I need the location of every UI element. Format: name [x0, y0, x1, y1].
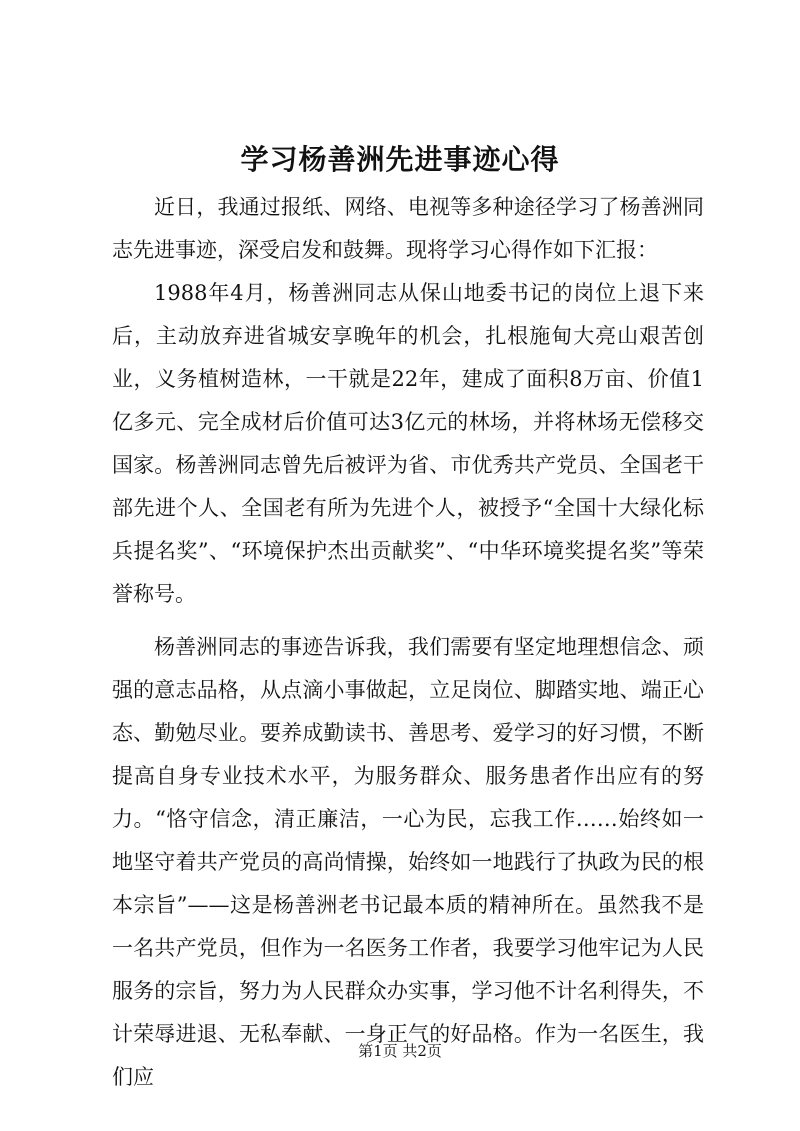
paragraph-background: 1988年4月，杨善洲同志从保山地委书记的岗位上退下来后，主动放弃进省城安享晚年的机会，扎根施甸大亮山艰苦创业，义务植树造林，一干就是22年，建成了面积8万亩、价值1亿多元、完全成材后价值可达3亿元的林场，并将林场无偿移交国家。杨善洲同志曾先后被评为省、市优秀共产党员、全国老干部先进个人、全国老有所为先进个人，被授予“全国十大绿化标兵提名奖”、“环境保护杰出贡献奖”、“中华环境奖提名奖”等荣誉称号。 — [112, 281, 704, 606]
page-number-footer: 第1页 共2页 — [358, 1042, 442, 1060]
document-body — [112, 186, 704, 1099]
document-title: 学习杨善洲先进事迹心得 — [240, 143, 560, 176]
paragraph-reflection: 杨善洲同志的事迹告诉我，我们需要有坚定地理想信念、顽强的意志品格，从点滴小事做起，立足岗位、脚踏实地、端正心态、勤勉尽业。要养成勤读书、善思考、爱学习的好习惯，不断提高自身专业技术水平，为服务群众、服务患者作出应有的努力。“恪守信念，清正廉洁，一心为民，忘我工作……始终如一地坚守着共产党员的高尚情操，始终如一地践行了执政为民的根本宗旨”——这是杨善洲老书记最本质的精神所在。虽然我不是一名共产党员，但作为一名医务工作者，我要学习他牢记为人民服务的宗旨，努力为人民群众办实事，学习他不计名利得失，不计荣辱进退、无私奉献、一身正气的好品格。作为一名医生，我们应 — [112, 635, 704, 1089]
paragraph-intro: 近日，我通过报纸、网络、电视等多种途径学习了杨善洲同志先进事迹，深受启发和鼓舞。现将学习心得作如下汇报： — [112, 195, 704, 262]
